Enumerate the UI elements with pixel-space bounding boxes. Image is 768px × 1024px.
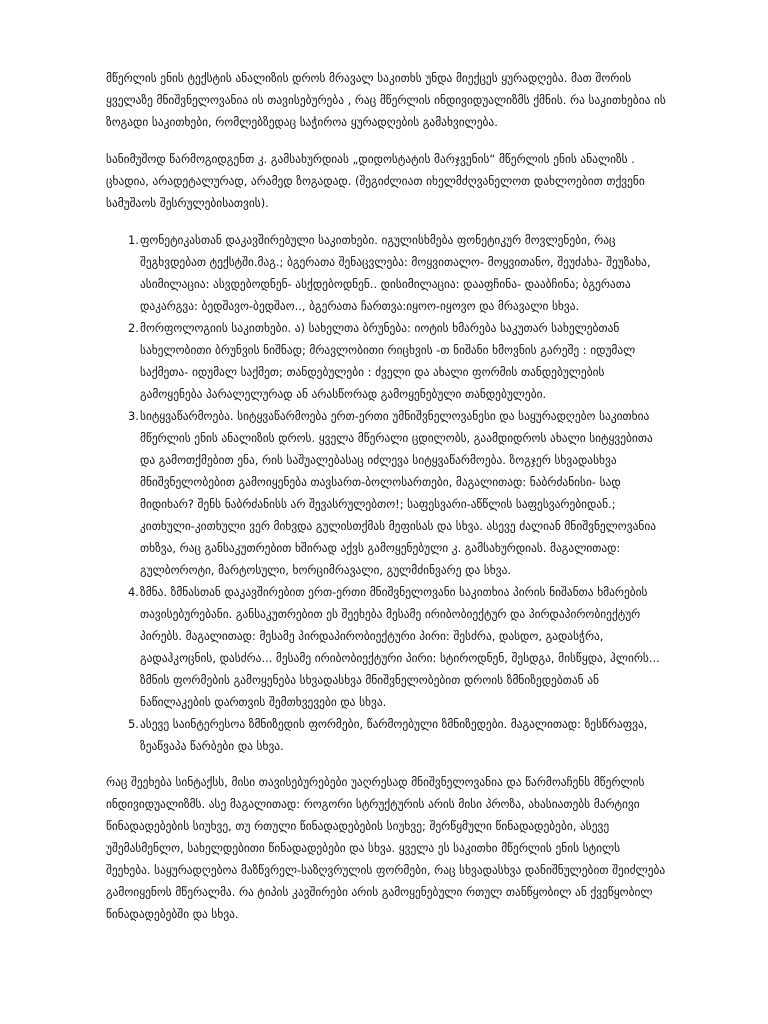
list-item-text: ფონეტიკასთან დაკავშირებული საკითხები. იგულისხმება ფონეტიკურ მოვლენები, რაც შეგხვდებათ ტექსტში.მაგ.; ბგერათა შენაცვლება: მოყვითალო- მოყვითანო, შეუძახა- შეუზახა, ასიმილაცია: ასვდებოდნენ- ასქდებოდნენ.. დისიმილაცია: დააფჩინა- დააბჩინა; ბგერათა დაკარგვა: ბედშავო-ბედშაო.., ბგერათა ჩართვა:იყოო-იყოვო და მრავალი სხვა. bbox=[140, 233, 651, 313]
list-number: 1. bbox=[128, 233, 139, 247]
list-item-text: სიტყვაწარმოება. სიტყვაწარმოება ერთ-ერთი უმნიშვნელოვანესი და საყურადღებო საკითხია მწერლის ენის ანალიზის დროს. ყველა მწერალი ცდილობს, გაამდიდროს ახალი სიტყვებითა და გამოთქმებით ენა, რის საშუალებასაც იძლევა სიტყვაწარმოება. ზოგჯერ სხვადასხვა მნიშვნელობებით გამოიყენება თავსართ-ბოლოსართები, მაგალითად: ნაბრძანისი- სად მიდიხარ? შენს ნაბრძანისს არ შევასრულებთო!; საფესვარი-აწწლის საფესვარებიდან.; კითხული-კითხული ვერ მიხვდა გულისთქმას მეფისას და სხვა. ასევე ძალიან მნიშვნელოვანია თხზვა, რაც განსაკუთრებით ხშირად აქვს გამოყენებული კ. გამსახურდიას. მაგალითად: გულბოროტი, მარტოსული, ხორციმრავალი, გულმძინვარე და სხვა. bbox=[140, 409, 657, 577]
analysis-topics-list bbox=[106, 229, 666, 757]
syntax-paragraph: რაც შეეხება სინტაქსს, მისი თავისებურებები უაღრესად მნიშვნელოვანია და წარმოაჩენს მწერლის ინდივიდუალიზმს. ასე მაგალითად: როგორი სტრუქტურის არის მისი პროზა, ახასიათებს მარტივი წინადადებების სიუხვე, თუ რთული წინადადებების სიუხვე; შერწყმული წინადადებები, ასევე უშემასმენლო, სახელდებითი წინადადებები და სხვა. ყველა ეს საკითხი მწერლის ენის სტილს შეეხება. საყურადღებოა მაზწვრელ-საზღვრულის ფორმები, რაც სხვადასხვა დანიშნულებით შეიძლება გამოიყენოს მწერალმა. რა ტიპის კავშირები არის გამოყენებული რთულ თანწყობილ ან ქვეწყობილ წინადადებებში და სხვა. bbox=[106, 775, 666, 921]
list-item-morphology bbox=[106, 317, 666, 405]
sample-analysis-paragraph: სანიმუშოდ წარმოგიდგენთ კ. გამსახურდიას „დიდოსტატის მარჯვენის“ მწერლის ენის ანალიზს . ცხადია, არადეტალურად, არამედ ზოგადად. (შეგიძლიათ იხელმძღვანელოთ დახლოებით თქვენი სამუშაოს შესრულებისათვის). bbox=[106, 152, 645, 210]
document-page bbox=[106, 67, 666, 940]
list-number: 4. bbox=[128, 585, 139, 599]
intro-paragraph: მწერლის ენის ტექსტის ანალიზის დროს მრავალ საკითხს უნდა მიექცეს ყურადღება. მათ შორის ყველაზე მნიშვნელოვანია ის თავისებურება , რაც მწერლის ინდივიდუალიზმს ქმნის. რა საკითხებია ის ზოგადი საკითხები, რომლებზედაც საჭიროა ყურადღების გამახვილება. bbox=[106, 71, 666, 129]
list-number: 3. bbox=[128, 409, 139, 423]
list-item-text: მორფოლოგიის საკითხები. ა) სახელთა ბრუნება: იოტის ხმარება საკუთარ სახელებთან სახელობითი ბრუნვის ნიშნად; მრავლობითი რიცხვის -თ ნიშანი ხმოვნის გარეშე : იდუმალ საქმეთა- იდუმალ საქმეთ; თანდებულები : ძველი და ახალი ფორმის თანდებულების გამოყენება პარალელურად ან არასწორად გამოყენებული თანდებულები. bbox=[140, 321, 636, 401]
list-item-text: ზმნა. ზმნასთან დაკავშირებით ერთ-ერთი მნიშვნელოვანი საკითხია პირის ნიშანთა ხმარების თავისებურებანი. განსაკუთრებით ეს შეეხება მესამე ირიბობიექტურ და პირდაპირობიექტურ პირებს. მაგალითად: მესამე პირდაპირობიექტური პირი: შესძრა, დასდო, გადასჭრა, გადაჰკოცნის, დასძრა... მესამე ირიბობიექტური პირი: სტიროდნენ, შესდგა, მისწყდა, ჰლირს... ზმნის ფორმების გამოყენება სხვადასხვა მნიშვნელობებით დროის ზმნიზედებთან ან ნაწილაკების დართვის შემთხვევები და სხვა. bbox=[140, 585, 660, 709]
list-number: 5. bbox=[128, 717, 139, 731]
list-item-word-formation bbox=[106, 405, 666, 581]
list-item-verb bbox=[106, 581, 666, 713]
list-item-adverb bbox=[106, 713, 666, 757]
list-item-text: ასევე საინტერესოა ზმნიზედის ფორმები, წარმოებული ზმნიზედები. მაგალითად: ზესწრაფვა, ზეაწვაპა წარბები და სხვა. bbox=[140, 717, 648, 753]
list-item-phonetics bbox=[106, 229, 666, 317]
list-number: 2. bbox=[128, 321, 139, 335]
